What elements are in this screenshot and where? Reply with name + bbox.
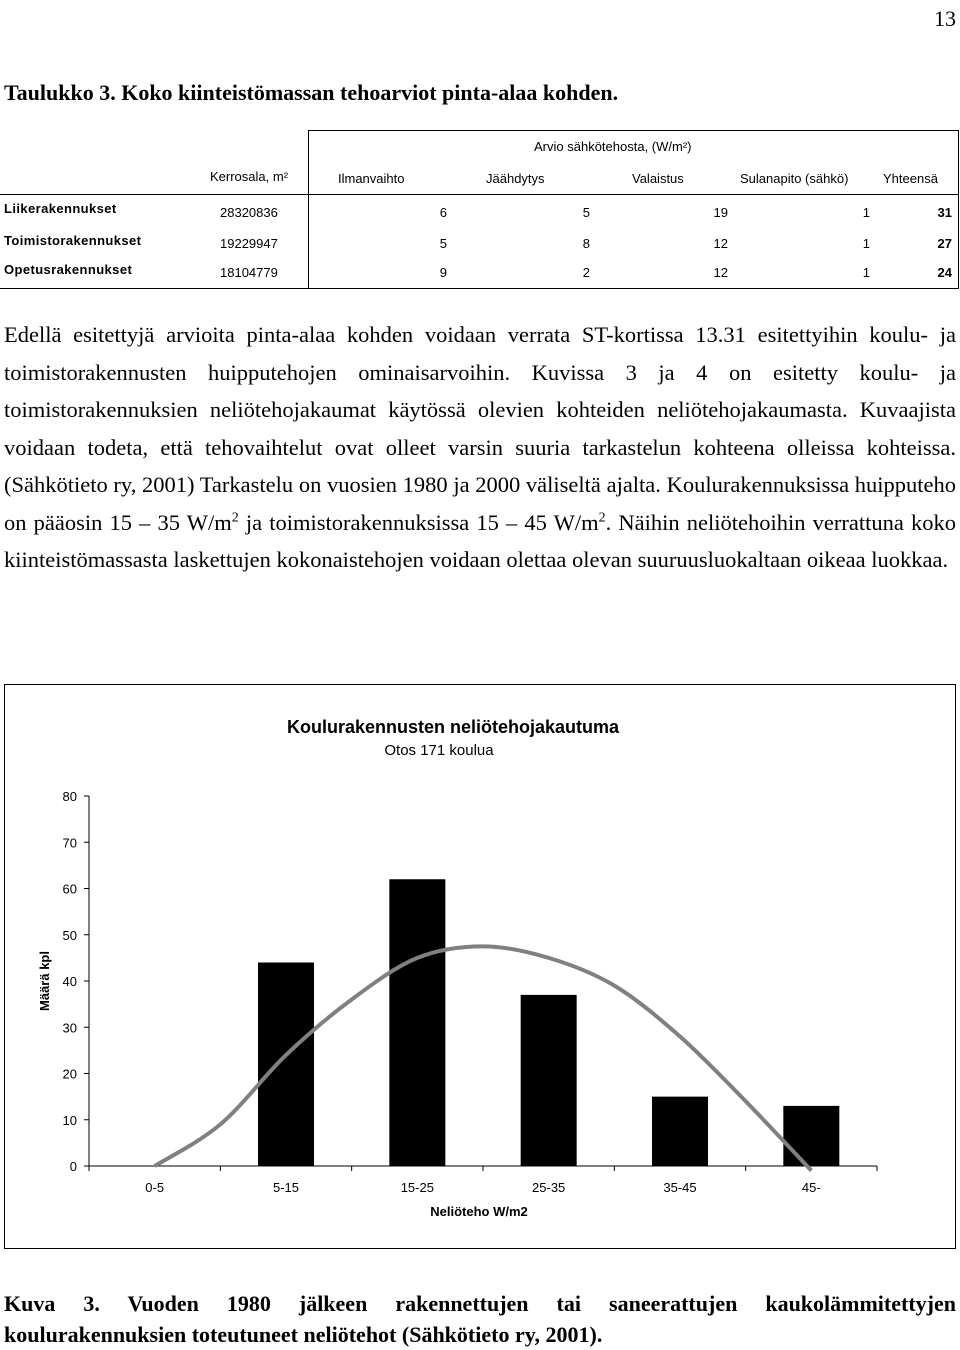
table-cell: 6: [439, 205, 447, 220]
power-estimate-table: [0, 130, 960, 290]
table-cell: 2: [582, 265, 590, 280]
table-top-border: [308, 130, 959, 131]
table-cell: 1: [862, 265, 870, 280]
table-header-border: [0, 194, 959, 195]
row-label-toimistorakennukset: Toimistorakennukset: [4, 233, 142, 248]
table-cell: 1: [862, 205, 870, 220]
table-caption: Taulukko 3. Koko kiinteistömassan tehoarviot pinta-alaa kohden.: [4, 80, 619, 105]
paragraph-text: ja toimistorakennuksissa 15 – 45 W/m: [238, 509, 599, 535]
table-bottom-border: [0, 288, 959, 289]
col-header-ilmanvaihto: Ilmanvaihto: [338, 171, 405, 186]
superscript: 2: [231, 510, 239, 525]
bar-35-45: [652, 1097, 708, 1166]
superscript: 2: [598, 510, 606, 525]
bar-5-15: [258, 963, 314, 1167]
y-tick-label: 50: [62, 927, 77, 943]
y-tick-label: 0: [69, 1159, 77, 1174]
y-tick-label: 30: [62, 1020, 77, 1036]
paragraph-text: Edellä esitettyjä arvioita pinta-alaa kohden voidaan verrata ST-kortissa 13.31 esitettyihin koulu- ja toimistorakennusten huipputehojen ominaisarvoihin. Kuvissa 3 ja 4 on esitetty koulu- ja toimistorakennuksien neliötehojakaumat käytössä olevien kohteiden neliötehojakaumasta. Kuvaajista voidaan todeta, että tehovaihtelut ovat olleet varsin suuria tarkastelun kohteena olleissa kohteissa. (Sähkötieto ry, 2001) Tarkastelu on vuosien 1980 ja 2000 väliseltä ajalta. Koulurakennuksissa huipputeho on pääosin 15 – 35 W/m: [4, 322, 956, 535]
page-number: 13: [934, 6, 956, 31]
trend-curve: [155, 946, 812, 1170]
y-tick-label: 40: [62, 974, 77, 989]
row-label-opetusrakennukset: Opetusrakennukset: [4, 262, 133, 277]
row-label-liikerakennukset: Liikerakennukset: [4, 201, 117, 216]
chart-title: Koulurakennusten neliötehojakautuma: [286, 717, 620, 737]
table-cell: 5: [439, 236, 447, 251]
table-cell: 5: [582, 205, 590, 220]
table-cell: 19: [713, 205, 728, 220]
table-cell: 18104779: [220, 265, 278, 280]
x-tick-label: 5-15: [272, 1180, 300, 1195]
y-tick-label: 10: [62, 1112, 77, 1128]
table-right-border: [958, 130, 959, 288]
table-cell: 12: [713, 265, 728, 280]
table-cell: 28320836: [220, 205, 278, 220]
figure-caption: Kuva 3. Vuoden 1980 jälkeen rakennettujen tai saneerattujen kaukolämmitettyjen koulurakennuksien toteutuneet neliötehot (Sähkötieto ry, 2001).: [4, 1291, 956, 1347]
x-tick-label: 35-45: [663, 1180, 697, 1195]
y-tick-label: 70: [62, 835, 77, 851]
table-cell-total: 31: [937, 205, 952, 220]
y-tick-label: 20: [62, 1066, 77, 1082]
bar-15-25: [389, 879, 445, 1166]
table-cell: 9: [439, 265, 447, 280]
bar-25-35: [521, 995, 577, 1166]
col-header-sulanapito: Sulanapito (sähkö): [740, 171, 849, 186]
x-tick-label: 0-5: [145, 1180, 165, 1195]
y-tick-label: 60: [62, 881, 77, 897]
table-left-border: [308, 130, 309, 288]
table-cell: 1: [862, 236, 870, 251]
table-cell-total: 24: [937, 265, 952, 280]
col-header-kerrosala: Kerrosala, m²: [210, 169, 289, 184]
col-header-valaistus: Valaistus: [632, 171, 684, 186]
chart-subtitle: Otos 171 koulua: [384, 742, 494, 759]
table-cell-total: 27: [937, 236, 952, 251]
y-tick-label: 80: [62, 789, 77, 804]
col-header-jaahdytys: Jäähdytys: [486, 171, 545, 186]
x-tick-label: 45-: [801, 1180, 821, 1195]
x-axis-label: Neliöteho W/m2: [430, 1204, 528, 1219]
x-tick-label: 25-35: [532, 1180, 566, 1195]
table-cell: 12: [713, 236, 728, 251]
table-group-header: Arvio sähkötehosta, (W/m²): [534, 139, 692, 154]
body-paragraph: [4, 316, 956, 579]
x-tick-label: 15-25: [400, 1180, 434, 1195]
table-cell: 8: [582, 236, 590, 251]
bar-chart: [5, 685, 955, 1248]
y-axis-label: Määrä kpl: [37, 951, 52, 1011]
paragraph-text: . Näihin neliötehoihin verrattuna koko kiinteistömassasta laskettujen kokonaistehojen voidaan olettaa olevan suuruusluokaltaan oikeaa luokkaa.: [4, 509, 956, 572]
chart-frame: [4, 684, 956, 1249]
bar-45-: [783, 1106, 839, 1166]
col-header-yhteensa: Yhteensä: [883, 171, 938, 186]
table-cell: 19229947: [220, 236, 278, 251]
